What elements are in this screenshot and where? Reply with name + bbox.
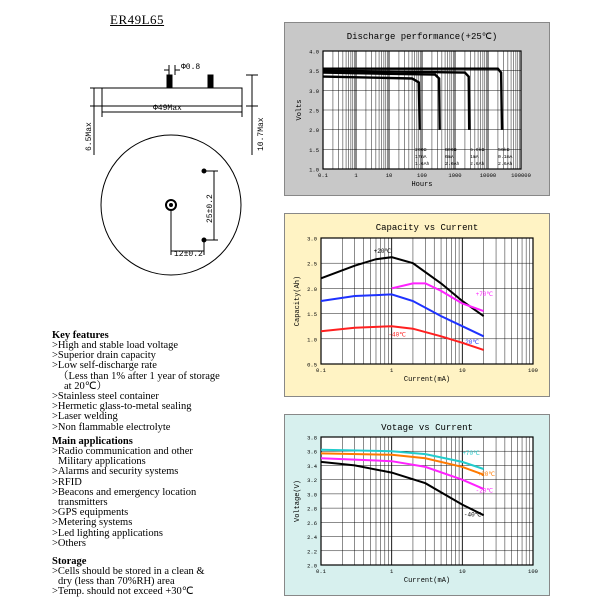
- x-tick-label: 100: [417, 172, 427, 179]
- legend-entry: 17mA: [415, 155, 427, 160]
- y-tick-label: 2.5: [309, 107, 319, 115]
- x-axis-label: Hours: [411, 181, 433, 189]
- y-axis-label: Volts: [296, 99, 304, 121]
- pin-spacing-vertical-label: 25±0.2: [206, 194, 215, 223]
- x-tick-label: 10: [459, 367, 466, 374]
- legend-entry: 1mA: [470, 155, 479, 160]
- series-label: -20℃: [461, 338, 480, 346]
- storage-item: >Cells should be stored in a clean &: [52, 566, 205, 577]
- key-feature-item: >Hermetic glass-to-metal sealing: [52, 401, 192, 413]
- main-applications-heading: Main applications: [52, 436, 133, 447]
- discharge-chart: [285, 23, 549, 195]
- legend-entry: 200Ω: [415, 148, 427, 153]
- y-tick-label: 2.4: [307, 534, 317, 542]
- y-tick-label: 4.0: [309, 48, 319, 56]
- capacity-chart: [285, 214, 549, 396]
- storage-item: dry (less than 70%RH) area: [58, 576, 175, 588]
- application-item: >Alarms and security systems: [52, 466, 179, 478]
- key-feature-item: （Less than 1% after 1 year of storage: [58, 370, 220, 382]
- y-tick-label: 1.5: [309, 146, 319, 154]
- y-tick-label: 3.4: [307, 462, 317, 470]
- key-feature-item: >High and stable load voltage: [52, 340, 179, 351]
- cell-dimension-drawing: [80, 55, 280, 305]
- total-height-label: 10.7Max: [257, 117, 266, 151]
- y-tick-label: 1.0: [309, 166, 319, 174]
- series-label: +20℃: [477, 471, 496, 479]
- y-tick-label: 2.2: [307, 548, 317, 556]
- y-tick-label: 2.0: [309, 127, 319, 135]
- main-applications-section: [52, 436, 282, 549]
- capacity-vs-current-panel: [284, 213, 550, 397]
- plot-area: [321, 437, 533, 565]
- application-item: transmitters: [58, 497, 108, 509]
- key-features-heading: Key features: [52, 330, 109, 341]
- key-feature-item: >Superior drain capacity: [52, 350, 156, 362]
- y-tick-label: 2.0: [307, 285, 317, 293]
- terminal-diameter-label: Φ0.8: [181, 63, 201, 72]
- x-tick-label: 10: [385, 172, 393, 179]
- application-item: >GPS equipments: [52, 507, 129, 519]
- x-tick-label: 1: [390, 568, 394, 575]
- legend-entry: 6mA: [445, 155, 454, 160]
- legend-entry: 2.6Ah: [498, 162, 513, 167]
- key-features-section: [52, 330, 282, 433]
- series-label: -20℃: [475, 487, 494, 495]
- key-feature-item: >Non flammable electrolyte: [52, 421, 171, 433]
- y-tick-label: 1.5: [307, 311, 317, 319]
- height-max-label: 6.5Max: [85, 122, 94, 151]
- application-item: >RFID: [52, 476, 82, 488]
- key-feature-item: >Low self-discharge rate: [52, 360, 157, 372]
- plot-area: [321, 238, 533, 364]
- storage-item: >Temp. should not exceed +30℃: [52, 586, 194, 598]
- series-label: -40℃: [463, 511, 482, 519]
- y-tick-label: 2.6: [307, 519, 317, 527]
- series-label: +20℃: [373, 248, 392, 256]
- application-item: >Radio communication and other: [52, 446, 193, 457]
- chart-title: Capacity vs Current: [375, 223, 479, 233]
- legend-entry: 2.6Ah: [470, 162, 485, 167]
- y-tick-label: 2.5: [307, 260, 317, 268]
- y-tick-label: 3.0: [307, 491, 317, 499]
- x-axis-label: Current(mA): [403, 376, 451, 384]
- x-axis-label: Current(mA): [403, 577, 451, 585]
- application-item: >Others: [52, 537, 86, 549]
- legend-entry: 5.6kΩ: [470, 148, 485, 153]
- pin-spacing-horizontal-label: 12±0.2: [174, 250, 203, 259]
- y-tick-label: 0.5: [307, 361, 317, 369]
- terminal-left: [167, 75, 172, 88]
- diameter-label: Φ49Max: [153, 104, 182, 113]
- chart-title: Votage vs Current: [381, 423, 473, 433]
- voltage-vs-current-panel: [284, 414, 550, 596]
- x-tick-label: 1: [354, 172, 358, 179]
- x-tick-label: 10: [459, 568, 466, 575]
- voltage-chart: [285, 415, 549, 595]
- legend-entry: 0.1mA: [498, 155, 513, 160]
- x-tick-label: 100: [528, 367, 538, 374]
- series-label: +70℃: [462, 449, 480, 457]
- key-feature-item: >Laser welding: [52, 411, 118, 423]
- terminal-right: [208, 75, 213, 88]
- y-tick-label: 3.8: [307, 434, 317, 442]
- model-title: ER49L65: [110, 12, 165, 27]
- application-item: >Led lighting applications: [52, 527, 163, 539]
- y-tick-label: 3.0: [309, 87, 319, 95]
- storage-heading: Storage: [52, 556, 87, 567]
- x-tick-label: 10000: [479, 172, 497, 179]
- application-item: Military applications: [58, 456, 146, 468]
- key-feature-item: >Stainless steel container: [52, 391, 159, 403]
- series-label: +70℃: [475, 290, 494, 298]
- y-tick-label: 2.8: [307, 505, 317, 513]
- application-item: >Beacons and emergency location: [52, 486, 197, 498]
- x-tick-label: 100000: [511, 172, 531, 179]
- x-tick-label: 1000: [448, 172, 462, 179]
- y-tick-label: 3.5: [309, 68, 319, 76]
- y-axis-label: Capacity(Ah): [294, 275, 302, 327]
- y-tick-label: 3.6: [307, 448, 317, 456]
- x-tick-label: 100: [528, 568, 538, 575]
- series-label: -40℃: [388, 331, 406, 339]
- y-tick-label: 3.0: [307, 235, 317, 243]
- x-tick-label: 0.1: [316, 367, 326, 374]
- legend-entry: 600Ω: [445, 148, 457, 153]
- y-tick-label: 2.0: [307, 562, 317, 570]
- y-tick-label: 1.0: [307, 336, 317, 344]
- legend-entry: 1.6Ah: [415, 162, 430, 167]
- storage-section: [52, 556, 282, 598]
- discharge-performance-panel: [284, 22, 550, 196]
- x-tick-label: 0.1: [316, 568, 326, 575]
- x-tick-label: 1: [390, 367, 394, 374]
- legend-entry: 56kΩ: [498, 148, 510, 153]
- y-tick-label: 3.2: [307, 477, 317, 485]
- y-axis-label: Voltage(V): [294, 479, 302, 523]
- chart-title: Discharge performance(+25℃): [346, 32, 498, 42]
- application-item: >Metering systems: [52, 517, 133, 529]
- legend-entry: 2.0Ah: [445, 162, 460, 167]
- x-tick-label: 0.1: [318, 172, 328, 179]
- key-feature-item: at 20℃）: [64, 380, 107, 392]
